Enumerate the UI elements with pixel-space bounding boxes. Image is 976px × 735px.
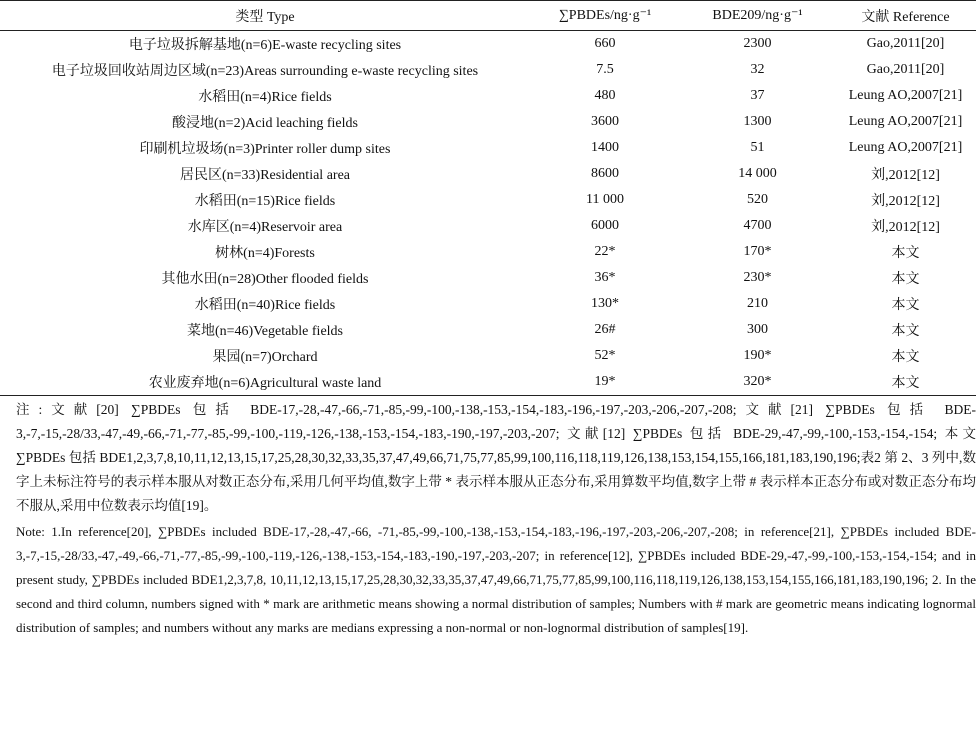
cell-bde209: 170*	[743, 244, 772, 259]
cell-pbdes: 480	[594, 88, 616, 103]
table-row	[0, 31, 976, 58]
table-row	[0, 161, 976, 187]
cell-reference: 本文	[891, 350, 920, 365]
table-row	[0, 291, 976, 317]
cell-pbdes: 3600	[591, 114, 619, 129]
note-english: Note: 1.In reference[20], ∑PBDEs included BDE-17,-28,-47,-66, -71,-85,-99,-100,-138,-153,-154,-183,-196,-197,-203,-206,-207,-208; in reference[21], ∑PBDEs included BDE-3,-7,-15,-28/33,-47,-49,-66,-71,-77,-85,-99,-100,-119,-126,-138,-153,-154,-183,-190,-197,-203,-207; in reference[12], ∑PBDEs included BDE-29,-47,-99,-100,-153,-154,-154; and in present study, ∑PBDEs included BDE1,2,3,7,8, 10,11,12,13,15,17,25,28,30,32,33,35,37,47,49,66,71,75,77,85,99,100,116,118,119,126,138,153,154,155,166,181,183,190,196; 2. In the second and third column, numbers signed with * mark are arithmetic means showing a normal distribution of samples; Numbers with # mark are geometric means indicating lognormal distribution of samples; and numbers without any marks are medians expressing a non-normal or non-lognormal distribution of samples[19].	[16, 524, 976, 635]
cell-type: 果园(n=7)Orchard	[212, 350, 318, 365]
cell-reference: 本文	[891, 246, 920, 261]
cell-bde209: 230*	[743, 270, 772, 285]
header-pbdes: ∑PBDEs/ng·g⁻¹	[558, 8, 652, 23]
cell-reference: Gao,2011[20]	[866, 62, 945, 77]
cell-reference: 刘,2012[12]	[871, 168, 940, 183]
cell-bde209: 4700	[743, 218, 772, 233]
cell-pbdes: 26#	[594, 322, 616, 337]
table-row	[0, 343, 976, 369]
cell-bde209: 520	[747, 192, 768, 207]
cell-bde209: 1300	[743, 114, 772, 129]
cell-reference: 本文	[891, 324, 920, 339]
cell-reference: Leung AO,2007[21]	[848, 140, 963, 155]
cell-pbdes: 660	[594, 36, 616, 51]
cell-bde209: 37	[750, 88, 765, 103]
cell-pbdes: 11 000	[586, 192, 624, 207]
cell-bde209: 51	[750, 140, 765, 155]
note-chinese: 注:文献[20] ∑PBDEs 包括 BDE-17,-28,-47,-66,-71,-85,-99,-100,-138,-153,-154,-183,-196,-197,-203,-206,-207,-208;文献[21] ∑PBDEs 包括 BDE-3,-7,-15,-28/33,-47,-49,-66,-71,-77,-85,-99,-100,-119,-126,-138,-153,-154,-183,-190,-197,-203,-207; 文献[12] ∑PBDEs 包括 BDE-29,-47,-99,-100,-153,-154,-154; 本文∑PBDEs 包括 BDE1,2,3,7,8,10,11,12,13,15,17,25,28,30,32,33,35,37,47,49,66,71,75,77,85,99,100,116,118,119,126,138,153,154,155,166,181,183,190,196;表2 第 2、3 列中,数字上未标注符号的表示样本服从对数正态分布,采用几何平均值,数字上带 * 表示样本服从正态分布,采用算数平均值,数字上带 # 表示样本正态分布或对数正态分布均不服从,采用中位数表示均值[19]。	[16, 402, 976, 513]
cell-pbdes: 19*	[594, 374, 616, 389]
cell-pbdes: 8600	[591, 166, 619, 181]
cell-type: 电子垃圾回收站周边区域(n=23)Areas surrounding e-waste recycling sites	[51, 64, 479, 79]
cell-type: 电子垃圾拆解基地(n=6)E-waste recycling sites	[128, 38, 402, 53]
cell-type: 菜地(n=46)Vegetable fields	[186, 324, 344, 339]
cell-type: 农业废弃地(n=6)Agricultural waste land	[148, 376, 382, 391]
header-bde209: BDE209/ng·g⁻¹	[712, 8, 803, 23]
cell-type: 水库区(n=4)Reservoir area	[187, 220, 343, 235]
table-row	[0, 187, 976, 213]
header-row	[0, 1, 976, 31]
cell-type: 酸浸地(n=2)Acid leaching fields	[172, 116, 358, 131]
table-notes	[0, 398, 976, 640]
cell-reference: 本文	[891, 298, 920, 313]
cell-type: 树林(n=4)Forests	[215, 246, 315, 261]
header-reference: 文献 Reference	[861, 9, 950, 25]
table-row	[0, 83, 976, 109]
cell-pbdes: 6000	[591, 218, 619, 233]
cell-pbdes: 7.5	[596, 62, 614, 77]
table-row	[0, 109, 976, 135]
cell-bde209: 320*	[743, 374, 772, 389]
cell-type: 其他水田(n=28)Other flooded fields	[161, 272, 369, 287]
table-row	[0, 213, 976, 239]
cell-bde209: 210	[747, 296, 768, 311]
table-row	[0, 369, 976, 396]
cell-bde209: 14 000	[738, 166, 777, 181]
table-row	[0, 317, 976, 343]
table-body	[0, 31, 976, 396]
header-type: 类型 Type	[235, 9, 295, 25]
cell-reference: Leung AO,2007[21]	[848, 88, 963, 103]
cell-type: 水稻田(n=15)Rice fields	[194, 194, 336, 209]
cell-bde209: 190*	[743, 348, 772, 363]
cell-reference: Gao,2011[20]	[866, 36, 945, 51]
cell-bde209: 32	[750, 62, 765, 77]
cell-bde209: 300	[747, 322, 768, 337]
cell-type: 水稻田(n=4)Rice fields	[198, 90, 332, 105]
cell-pbdes: 1400	[591, 140, 619, 155]
cell-type: 居民区(n=33)Residential area	[179, 168, 350, 183]
table-header	[0, 1, 976, 31]
table-row	[0, 265, 976, 291]
cell-reference: 刘,2012[12]	[871, 220, 940, 235]
table-row	[0, 239, 976, 265]
cell-type: 水稻田(n=40)Rice fields	[194, 298, 336, 313]
cell-reference: 刘,2012[12]	[871, 194, 940, 209]
cell-pbdes: 52*	[594, 348, 616, 363]
cell-pbdes: 22*	[594, 244, 616, 259]
cell-reference: 本文	[891, 376, 920, 391]
cell-bde209: 2300	[743, 36, 772, 51]
table-row	[0, 57, 976, 83]
table-row	[0, 135, 976, 161]
cell-pbdes: 130*	[591, 296, 619, 311]
cell-type: 印刷机垃圾场(n=3)Printer roller dump sites	[139, 142, 391, 157]
cell-reference: 本文	[891, 272, 920, 287]
cell-reference: Leung AO,2007[21]	[848, 114, 963, 129]
cell-pbdes: 36*	[594, 270, 616, 285]
